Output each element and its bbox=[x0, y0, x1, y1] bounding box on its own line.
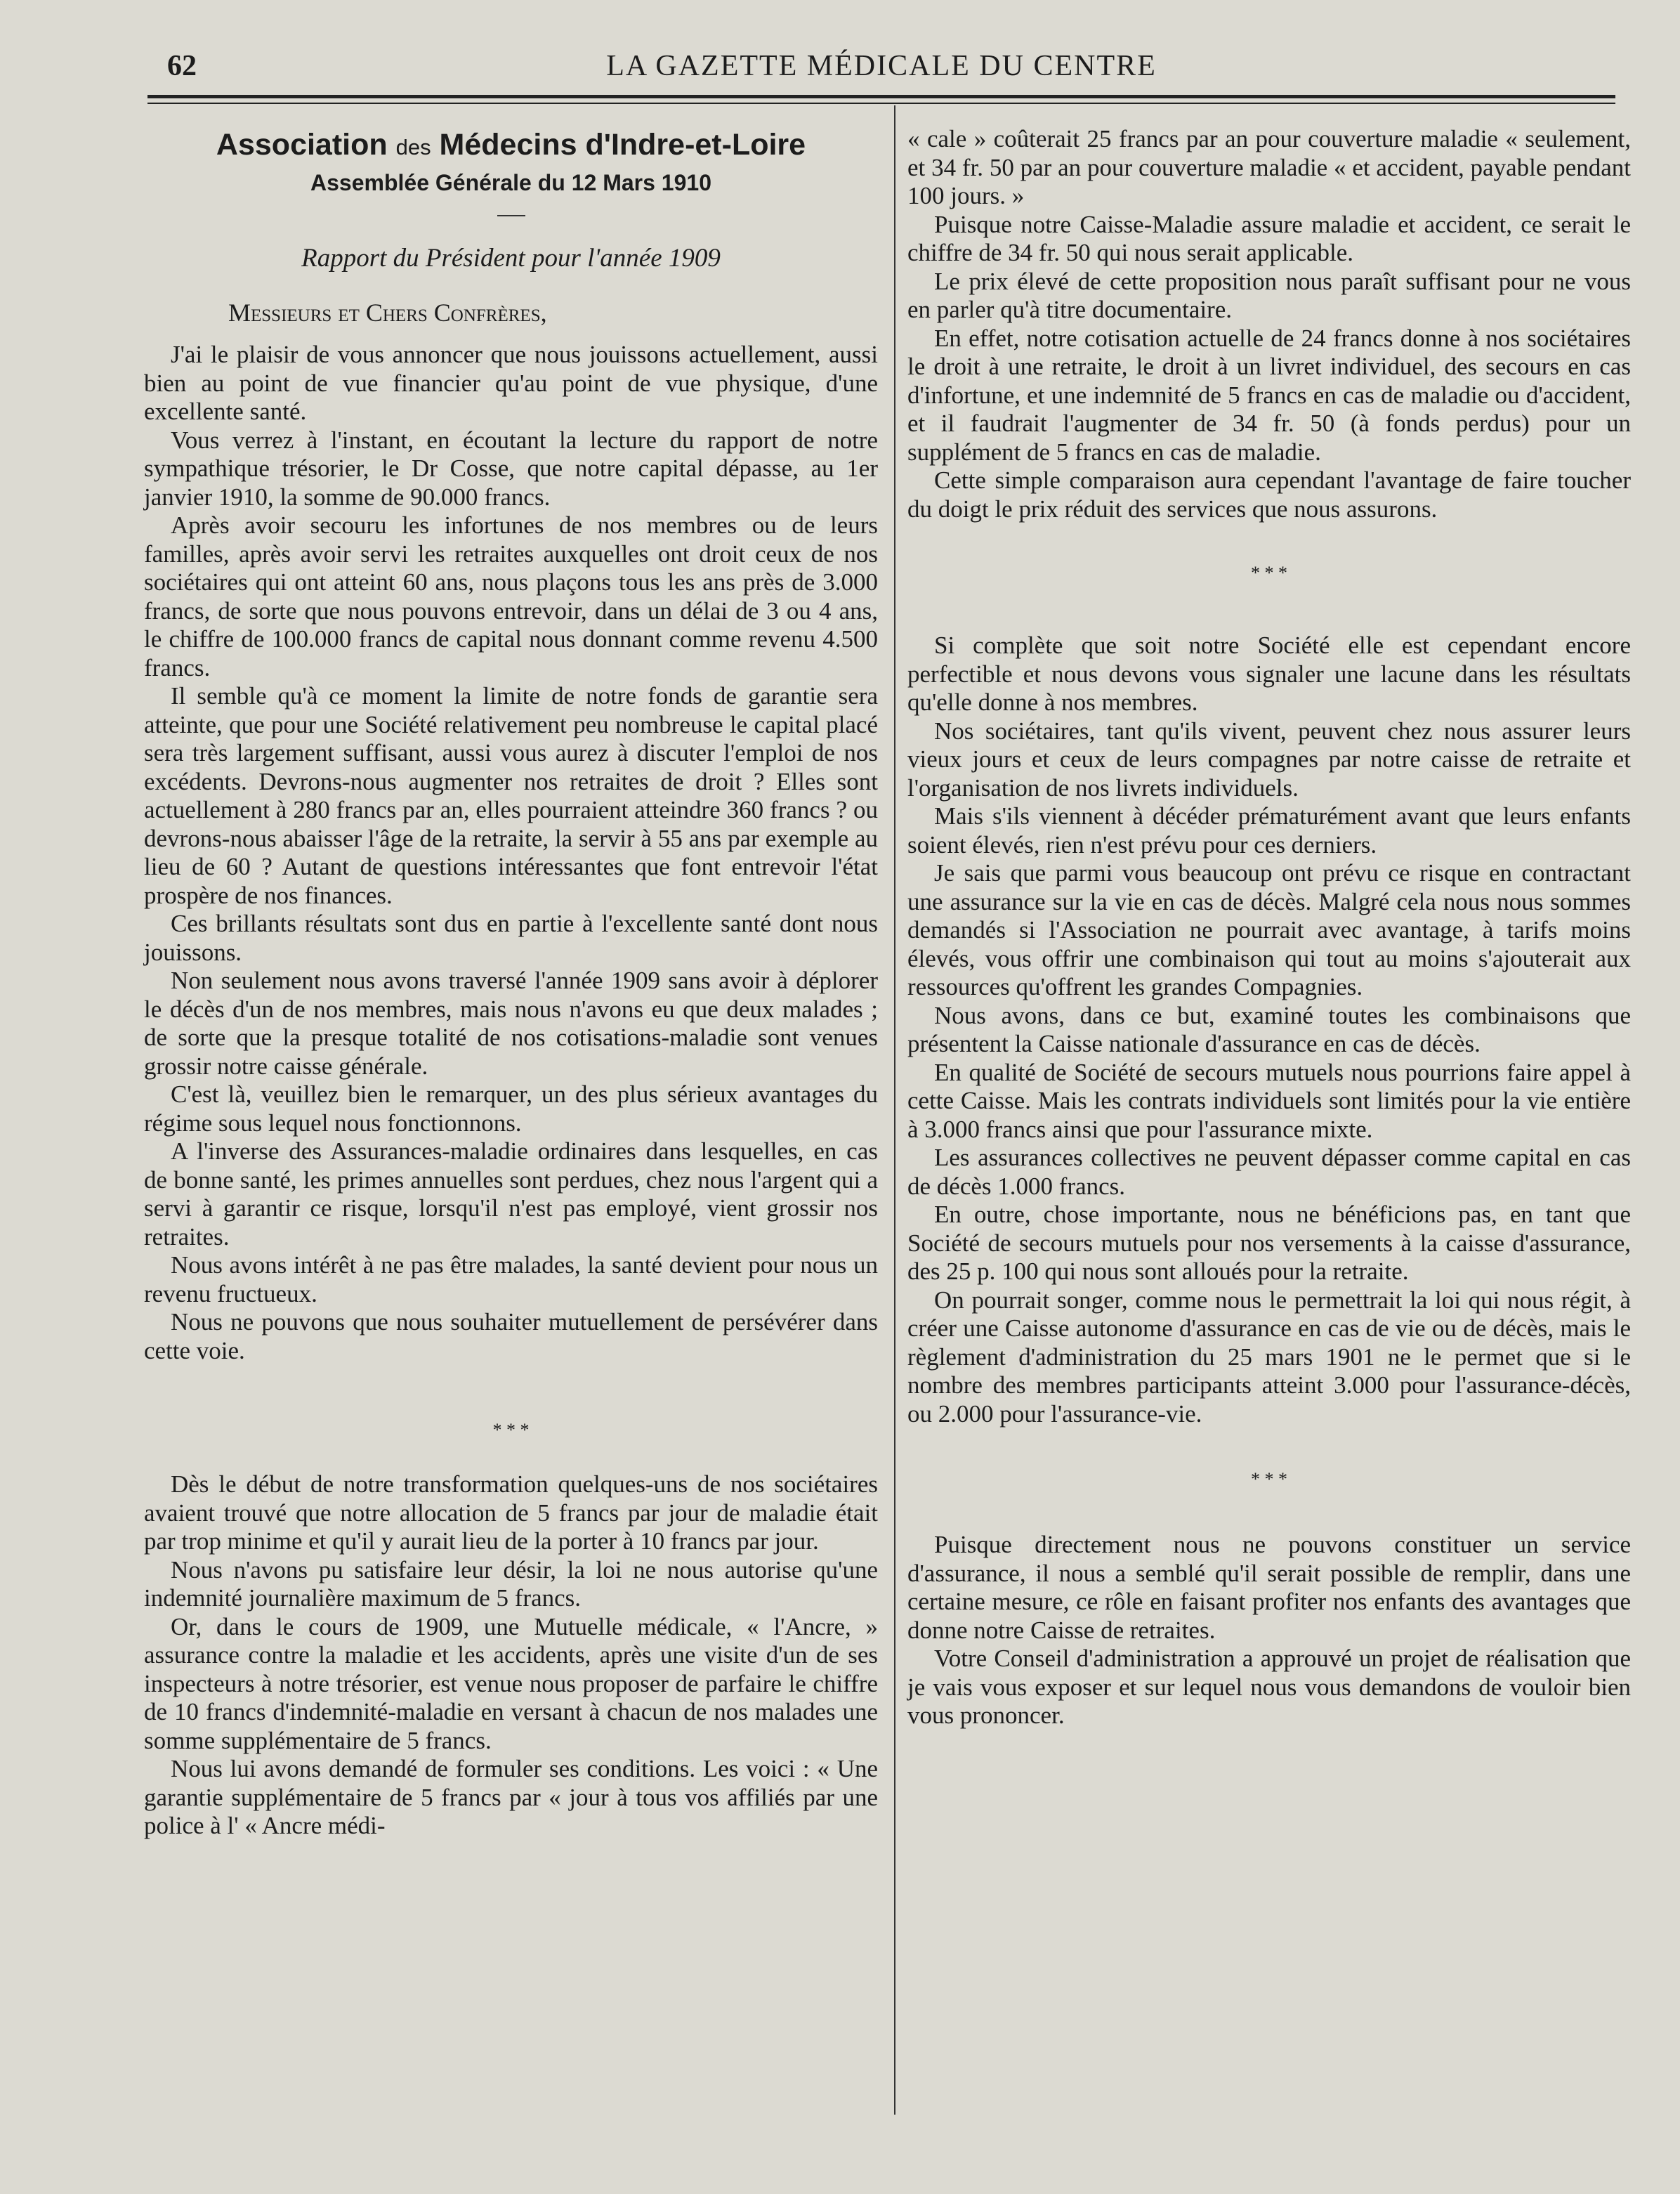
title-part-medecins: Médecins d'Indre-et-Loire bbox=[439, 128, 806, 162]
paragraph: A l'inverse des Assurances-maladie ordinaires dans lesquelles, en cas de bonne santé, les primes annuelles sont perdues, chez nous l'argent qui a servi à garantir ce risque, lorsqu'il n'est pas employé, vient grossir nos retraites. bbox=[144, 1137, 878, 1251]
section-separator-stars: * * * bbox=[1251, 563, 1287, 583]
header-rule-thick bbox=[147, 95, 1615, 98]
paragraph: Nous avons, dans ce but, examiné toutes les combinaisons que présentent la Caisse nationale d'assurance en cas de décès. bbox=[907, 1001, 1631, 1057]
header-rule-thin bbox=[147, 103, 1615, 104]
paragraph: Nous n'avons pu satisfaire leur désir, la loi ne nous autorise qu'une indemnité journalière maximum de 5 francs. bbox=[144, 1555, 878, 1612]
title-part-association: Association bbox=[216, 128, 388, 162]
left-column bbox=[144, 125, 878, 1841]
paragraph: Je sais que parmi vous beaucoup ont prévu ce risque en contractant une assurance sur la vie en cas de décès. Malgré cela nous nous sommes demandés si l'Association ne pourrait avec avantage, à tarifs moins élevés, vous offrir une combinaison qui tout au moins s'ajouterait aux ressources qu'offrent les grandes Compagnies. bbox=[907, 859, 1631, 1000]
paragraph: En effet, notre cotisation actuelle de 24 francs donne à nos sociétaires le droit à une retraite, le droit à un livret individuel, des secours en cas d'infortune, et une indemnité de 5 francs en cas de maladie ou d'accident, et il faudrait l'augmenter de 34 fr. 50 (à fonds perdus) pour un supplément de 5 francs en cas de maladie. bbox=[907, 324, 1631, 466]
paragraph: En qualité de Société de secours mutuels nous pourrions faire appel à cette Caisse. Mais les contrats individuels sont limités pour la vie entière à 3.000 francs ainsi que pour l'assurance mixte. bbox=[907, 1058, 1631, 1143]
paragraph: Il semble qu'à ce moment la limite de notre fonds de garantie sera atteinte, que pour une Société relativement peu nombreuse le capital placé sera très largement suffisant, aussi vous aurez à discuter l'emploi de nos excédents. Devrons-nous augmenter nos retraites de droit ? Elles sont actuellement à 280 francs par an, elles pourraient atteindre 360 francs ? ou devrons-nous abaisser l'âge de la retraite, la servir à 55 ans par exemple au lieu de 60 ? Autant de questions intéressantes que font entrevoir l'état prospère de nos finances. bbox=[144, 682, 878, 909]
paragraph: Nous ne pouvons que nous souhaiter mutuellement de persévérer dans cette voie. bbox=[144, 1308, 878, 1364]
paragraph-continued: « cale » coûterait 25 francs par an pour couverture maladie « seulement, et 34 fr. 50 par an pour couverture maladie « et accident, payable pendant 100 jours. » bbox=[907, 125, 1631, 209]
paragraph: Les assurances collectives ne peuvent dépasser comme capital en cas de décès 1.000 francs. bbox=[907, 1144, 1631, 1200]
paragraph: Nous avons intérêt à ne pas être malades, la santé devient pour nous un revenu fructueux. bbox=[144, 1251, 878, 1307]
paragraph: Puisque directement nous ne pouvons constituer un service d'assurance, il nous a semblé qu'il serait possible de remplir, dans une certaine mesure, ce rôle en faisant profiter nos enfants des avantages que donne notre Caisse de retraites. bbox=[907, 1531, 1631, 1644]
paragraph: Votre Conseil d'administration a approuvé un projet de réalisation que je vais vous exposer et sur lequel nous vous demandons de vouloir bien vous prononcer. bbox=[907, 1645, 1631, 1729]
article-title bbox=[144, 125, 878, 167]
right-column bbox=[907, 125, 1631, 1730]
paragraph: C'est là, veuillez bien le remarquer, un des plus sérieux avantages du régime sous lequel nous fonctionnons. bbox=[144, 1080, 878, 1137]
column-divider bbox=[894, 105, 895, 2115]
paragraph: Or, dans le cours de 1909, une Mutuelle médicale, « l'Ancre, » assurance contre la maladie et les accidents, après une visite d'un de ses inspecteurs à notre trésorier, est venue nous proposer de parfaire le chiffre de 10 francs d'indemnité-maladie en versant à chacun de nos malades une somme supplémentaire de 5 francs. bbox=[144, 1612, 878, 1754]
paragraph: Ces brillants résultats sont dus en partie à l'excellente santé dont nous jouissons. bbox=[144, 910, 878, 966]
article-subtitle: Assemblée Générale du 12 Mars 1910 bbox=[310, 170, 711, 195]
paragraph: On pourrait songer, comme nous le permettrait la loi qui nous régit, à créer une Caisse autonome d'assurance en cas de vie ou de décès, mais le règlement d'administration du 25 mars 1901 ne le permet que si le nombre des membres participants atteint 3.000 pour l'assurance-décès, ou 2.000 pour l'assurance-vie. bbox=[907, 1286, 1631, 1428]
paragraph: Puisque notre Caisse-Maladie assure maladie et accident, ce serait le chiffre de 34 fr. 50 qui nous serait applicable. bbox=[907, 210, 1631, 266]
journal-title: LA GAZETTE MÉDICALE DU CENTRE bbox=[606, 50, 1157, 82]
paragraph: Nous lui avons demandé de formuler ses conditions. Les voici : « Une garantie supplémentaire de 5 francs par « jour à tous vos affiliés par une police à l' « Ancre médi- bbox=[144, 1755, 878, 1839]
title-separator-rule bbox=[497, 215, 525, 216]
page-number: 62 bbox=[167, 50, 197, 82]
paragraph: J'ai le plaisir de vous annoncer que nous jouissons actuellement, aussi bien au point de vue financier qu'au point de vue physique, d'une excellente santé. bbox=[144, 341, 878, 425]
paragraph: Le prix élevé de cette proposition nous paraît suffisant pour ne vous en parler qu'à titre documentaire. bbox=[907, 267, 1631, 323]
section-separator-stars: * * * bbox=[492, 1420, 530, 1440]
paragraph: Dès le début de notre transformation quelques-uns de nos sociétaires avaient trouvé que notre allocation de 5 francs par jour de maladie était par trop minime et qu'il y aurait lieu de la porter à 10 francs par jour. bbox=[144, 1470, 878, 1555]
paragraph: Vous verrez à l'instant, en écoutant la lecture du rapport de notre sympathique trésorier, le Dr Cosse, que notre capital dépasse, au 1er janvier 1910, la somme de 90.000 francs. bbox=[144, 426, 878, 511]
paragraph: Nos sociétaires, tant qu'ils vivent, peuvent chez nous assurer leurs vieux jours et ceux de leurs compagnes par notre caisse de retraite et l'organisation de nos livrets individuels. bbox=[907, 717, 1631, 802]
paragraph: Mais s'ils viennent à décéder prématurément avant que leurs enfants soient élevés, rien n'est prévu pour ces derniers. bbox=[907, 802, 1631, 858]
section-separator-stars: * * * bbox=[1251, 1469, 1287, 1489]
report-title: Rapport du Président pour l'année 1909 bbox=[301, 244, 721, 273]
paragraph: Cette simple comparaison aura cependant l'avantage de faire toucher du doigt le prix réduit des services que nous assurons. bbox=[907, 466, 1631, 523]
paragraph: Après avoir secouru les infortunes de nos membres ou de leurs familles, après avoir servi les retraites auxquelles ont droit ceux de nos sociétaires qui ont atteint 60 ans, nous plaçons tous les ans près de 3.000 francs, de sorte que nous pouvons entrevoir, dans un délai de 3 ou 4 ans, le chiffre de 100.000 francs de capital nous donnant comme revenu 4.500 francs. bbox=[144, 511, 878, 681]
paragraph: Non seulement nous avons traversé l'année 1909 sans avoir à déplorer le décès d'un de nos membres, mais nous n'avons eu que deux malades ; de sorte que la presque totalité de nos cotisations-maladie sont venues grossir notre caisse générale. bbox=[144, 967, 878, 1080]
paragraph: En outre, chose importante, nous ne bénéficions pas, en tant que Société de secours mutuels pour nos versements à la caisse d'assurance, des 25 p. 100 qui nous sont alloués pour la retraite. bbox=[907, 1201, 1631, 1285]
page-header bbox=[147, 41, 1615, 97]
paragraph: Si complète que soit notre Société elle est cependant encore perfectible et nous devons vous signaler une lacune dans les résultats qu'elle donne à nos membres. bbox=[907, 632, 1631, 716]
salutation: Messieurs et Chers Confrères, bbox=[228, 298, 547, 327]
title-part-des: des bbox=[395, 135, 431, 159]
